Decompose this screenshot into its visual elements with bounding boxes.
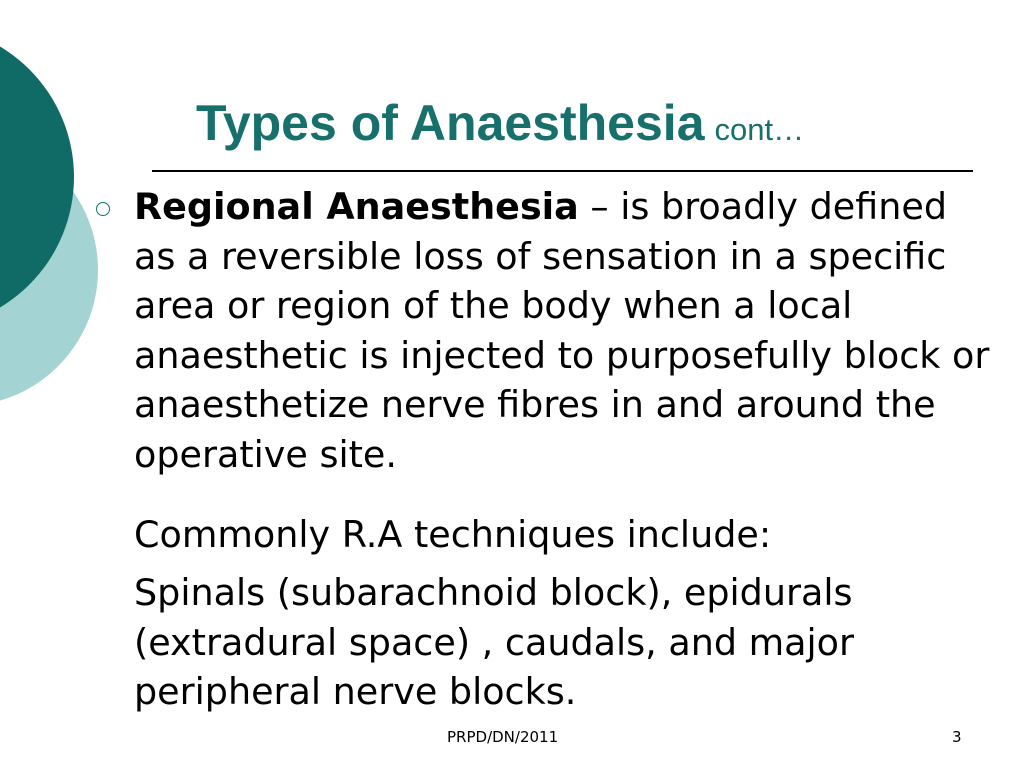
techniques-intro: Commonly R.A techniques include: [134, 513, 772, 556]
page-number: 3 [952, 728, 962, 746]
footer-code: PRPD/DN/2011 [447, 728, 559, 746]
bullet-definition: – is broadly defined as a reversible loss of sensation in a specific area or region of the body when a local anaesthetic is injected to purposefully block or anaesthetize nerve fibres in and around the operative site. [134, 185, 990, 476]
title-text: Types of Anaesthesia [196, 95, 705, 151]
slide-title [196, 92, 804, 161]
bullet-circle-icon [96, 202, 110, 216]
techniques-list: Spinals (subarachnoid block), epidurals (extradural space) , caudals, and major peripheral nerve blocks. [134, 571, 855, 713]
title-suffix: cont… [714, 112, 805, 147]
bullet-regional-anaesthesia [134, 182, 994, 479]
bullet-term: Regional Anaesthesia [134, 185, 579, 228]
title-divider [152, 170, 973, 172]
